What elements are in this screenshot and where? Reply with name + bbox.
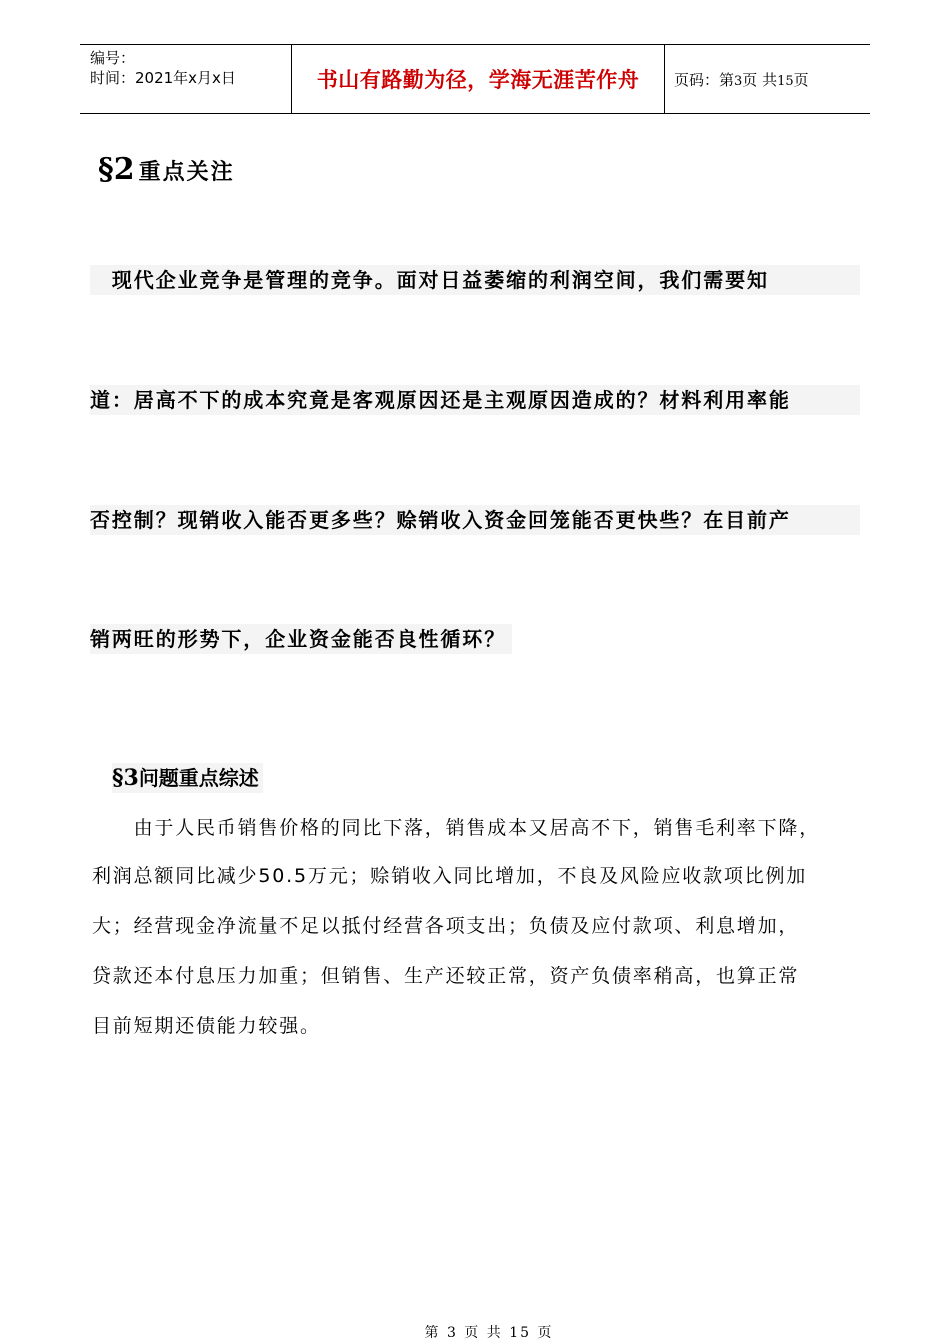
number-label: 编号：: [90, 49, 136, 67]
document-header: [80, 44, 870, 114]
motto-text: 书山有路勤为径，学海无涯苦作舟: [316, 68, 640, 92]
motto-cell: [292, 45, 665, 114]
section-3-title: 问题重点综述: [138, 766, 259, 790]
page-current: 3: [734, 73, 743, 89]
page-total: 15: [777, 73, 794, 89]
section-3-line: 目前短期还债能力较强。: [92, 1015, 321, 1037]
page-prefix: 页码：第: [674, 70, 735, 89]
section-3-line: 贷款还本付息压力加重；但销售、生产还较正常，资产负债率稍高，也算正常: [92, 965, 800, 987]
section-2-line: 销两旺的形势下，企业资金能否良性循环？: [90, 624, 512, 654]
section-3-line: 由于人民币销售价格的同比下落，销售成本又居高不下，销售毛利率下降，: [92, 817, 821, 839]
section-2-heading: [98, 152, 235, 187]
page-footer: 第 3 页 共 15 页: [424, 1325, 554, 1341]
section-3-line: 利润总额同比减少50.5万元；赊销收入同比增加，不良及风险应收款项比例加: [92, 865, 808, 887]
page-number-cell: [665, 45, 871, 114]
page-suffix: 页: [793, 70, 809, 89]
header-meta-cell: [80, 45, 292, 114]
section-2-title: 重点关注: [138, 160, 235, 185]
section-2-line: 道：居高不下的成本究竟是客观原因还是主观原因造成的？材料利用率能: [90, 385, 860, 415]
section-2-line: 现代企业竞争是管理的竞争。面对日益萎缩的利润空间，我们需要知: [90, 265, 860, 295]
section-2-line: 否控制？现销收入能否更多些？赊销收入资金回笼能否更快些？在目前产: [90, 505, 860, 535]
section-2-mark: §2: [98, 152, 135, 187]
section-3-line: 大；经营现金净流量不足以抵付经营各项支出；负债及应付款项、利息增加，: [92, 915, 800, 937]
date-line: 时间：2021年x月x日: [90, 69, 236, 87]
page-mid: 页 共: [742, 70, 778, 89]
section-3-mark: §3: [112, 765, 139, 791]
section-3-heading: [112, 763, 263, 793]
